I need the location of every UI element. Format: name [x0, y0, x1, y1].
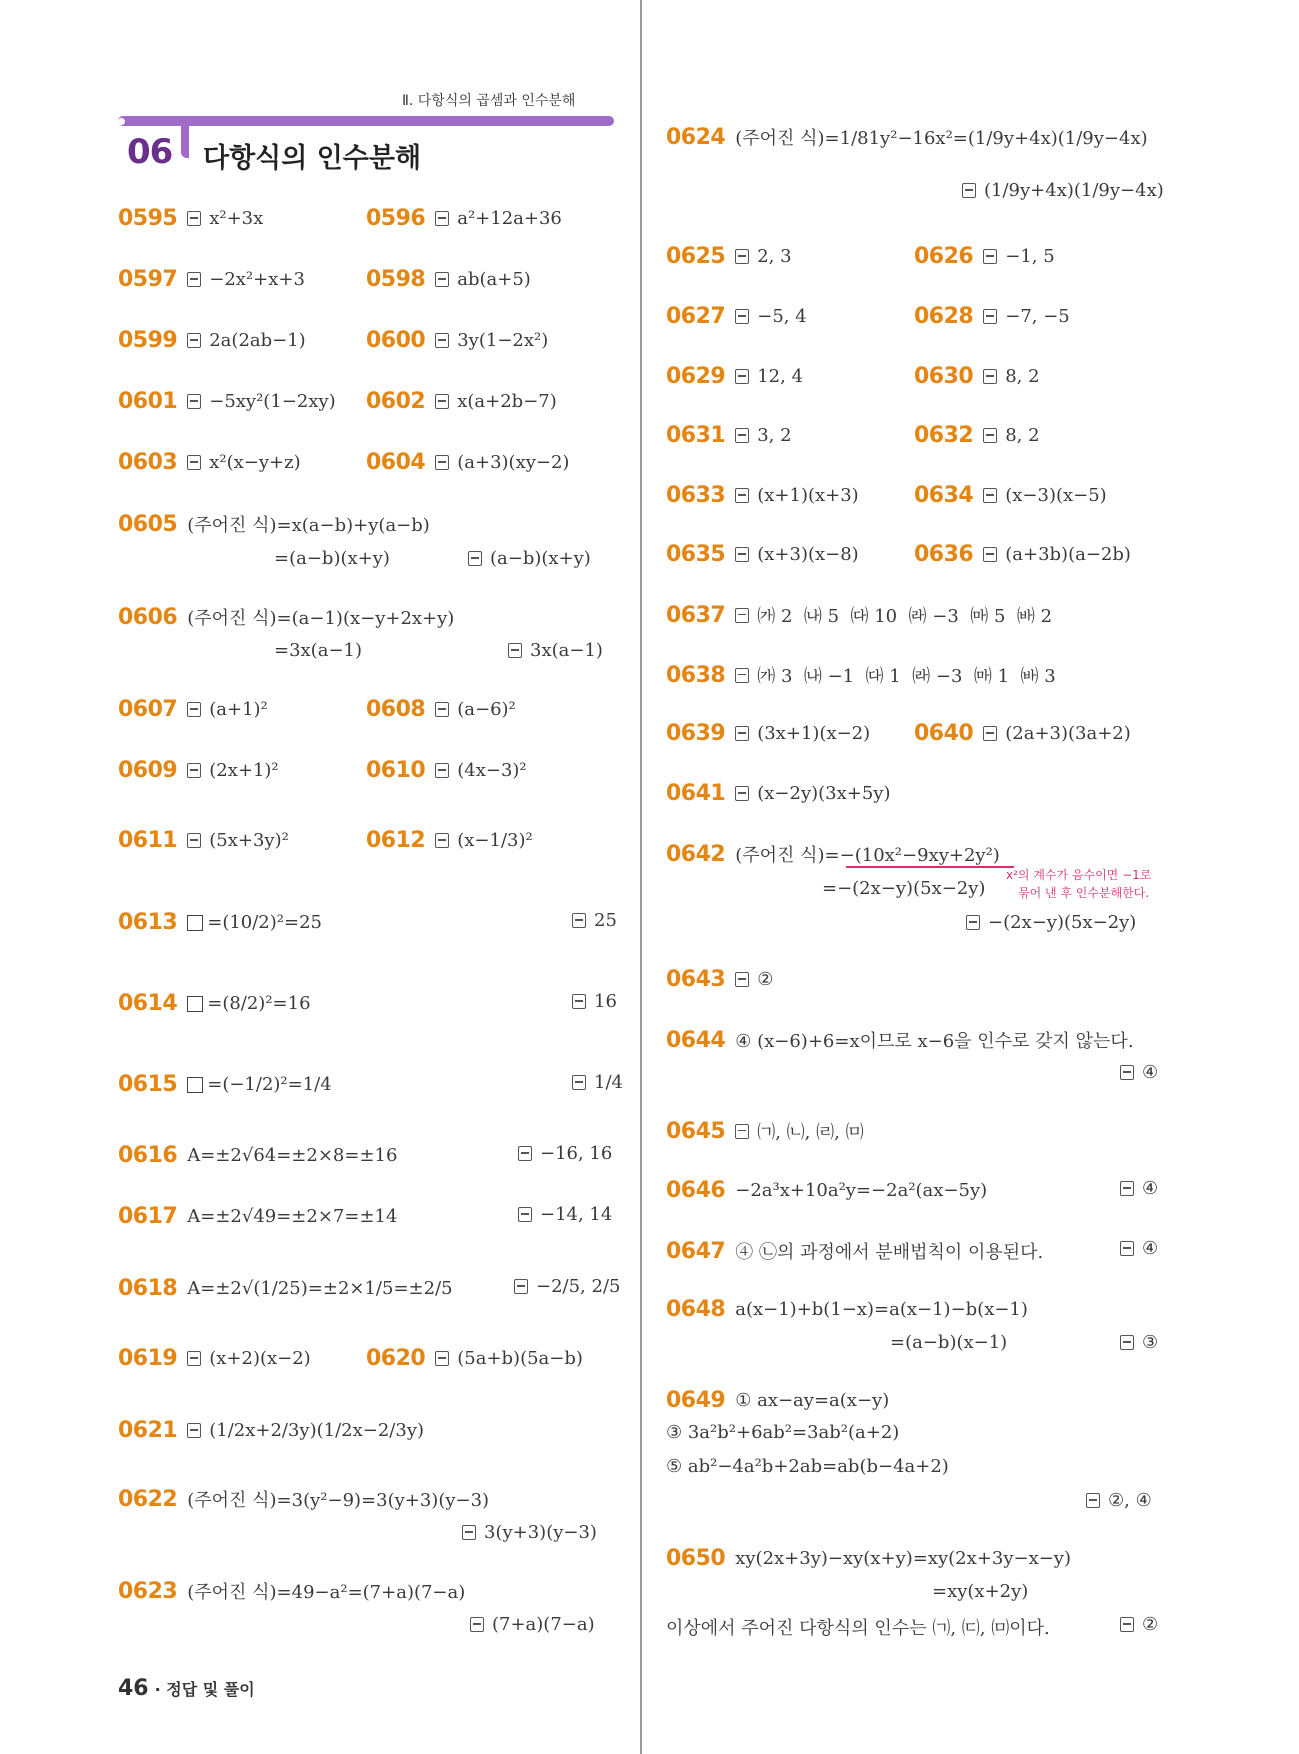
problem-number: 0639	[666, 721, 726, 746]
solution-line: ③ 3a²b²+6ab²=3ab²(a+2)	[666, 1422, 900, 1443]
answer-text: a²+12a+36	[457, 208, 562, 229]
problem-number: 0635	[666, 542, 726, 567]
answer-icon	[735, 428, 749, 443]
problem-number: 0619	[118, 1346, 178, 1371]
answer-text: (x+1)(x+3)	[757, 485, 859, 506]
answer-text: x(a+2b−7)	[457, 391, 557, 412]
answer-icon	[735, 1124, 749, 1139]
answer-0624	[962, 180, 1164, 201]
answer-icon	[735, 668, 749, 683]
answer-text: 3y(1−2x²)	[457, 330, 549, 351]
answer-text: ㈎ 3 ㈏ −1 ㈐ 1 ㈑ −3 ㈒ 1 ㈓ 3	[757, 666, 1056, 687]
answer-icon	[735, 249, 749, 264]
problem-0608	[366, 697, 516, 722]
answer-text: 25	[594, 910, 617, 931]
answer-text: ④	[1142, 1178, 1159, 1199]
problem-0603	[118, 450, 301, 475]
problem-number: 0628	[914, 304, 974, 329]
solution-line: (주어진 식)=(a−1)(x−y+2x+y)	[187, 608, 455, 629]
answer-text: (x+2)(x−2)	[209, 1348, 311, 1369]
problem-0625	[666, 244, 792, 269]
answer-text: 3(y+3)(y−3)	[484, 1522, 597, 1543]
answer-icon	[435, 702, 449, 717]
answer-icon	[435, 763, 449, 778]
problem-number: 0602	[366, 389, 426, 414]
answer-icon	[435, 1351, 449, 1366]
problem-0636	[914, 542, 1131, 567]
highlight-underline	[846, 866, 1014, 868]
problem-0595	[118, 206, 263, 231]
answer-icon	[735, 309, 749, 324]
problem-0607	[118, 697, 268, 722]
problem-number: 0632	[914, 423, 974, 448]
solution-line: a(x−1)+b(1−x)=a(x−1)−b(x−1)	[735, 1299, 1028, 1320]
answer-icon	[966, 915, 980, 930]
answer-icon	[572, 913, 586, 928]
page-number: 46	[118, 1676, 149, 1701]
problem-number: 0641	[666, 781, 726, 806]
answer-text: 1/4	[594, 1072, 623, 1093]
solution-line: ④ ㉡의 과정에서 분배법칙이 이용된다.	[735, 1242, 1044, 1263]
solution-line: =(−1/2)²=1/4	[207, 1074, 332, 1095]
solution-line: (주어진 식)=−(10x²−9xy+2y²)	[735, 845, 1000, 866]
answer-text: −5xy²(1−2xy)	[209, 391, 336, 412]
problem-number: 0611	[118, 828, 178, 853]
problem-0605	[118, 511, 430, 537]
answer-text: −14, 14	[540, 1204, 613, 1225]
problem-number: 0633	[666, 483, 726, 508]
answer-icon	[187, 211, 201, 226]
blank-box-icon	[187, 1077, 203, 1093]
problem-0639	[666, 721, 870, 746]
problem-number: 0608	[366, 697, 426, 722]
answer-icon	[514, 1279, 528, 1294]
problem-number: 0637	[666, 602, 726, 628]
answer-text: −(2x−y)(5x−2y)	[988, 912, 1137, 933]
problem-0597	[118, 267, 305, 292]
margin-note: 묶어 낸 후 인수분해한다.	[1018, 886, 1150, 900]
answer-icon	[735, 488, 749, 503]
problem-number: 0645	[666, 1118, 726, 1144]
answer-text: 3, 2	[757, 425, 792, 446]
answer-icon	[572, 1075, 586, 1090]
answer-0606	[508, 640, 603, 661]
answer-icon	[735, 369, 749, 384]
answer-0647	[1120, 1238, 1158, 1259]
problem-number: 0598	[366, 267, 426, 292]
problem-number: 0622	[118, 1486, 178, 1512]
answer-0616	[518, 1143, 612, 1164]
answer-text: 2, 3	[757, 246, 792, 267]
problem-number: 0606	[118, 604, 178, 630]
answer-text: x²+3x	[209, 208, 264, 229]
answer-text: (a+3b)(a−2b)	[1005, 544, 1131, 565]
problem-number: 0603	[118, 450, 178, 475]
answer-icon	[1120, 1241, 1134, 1256]
answer-text: −1, 5	[1005, 246, 1055, 267]
section-header-tick	[181, 118, 189, 158]
problem-0649	[666, 1388, 889, 1413]
answer-text: (7+a)(7−a)	[492, 1614, 595, 1635]
section-number: 06	[127, 132, 173, 172]
answer-icon	[735, 972, 749, 987]
answer-0649	[1086, 1490, 1152, 1511]
answer-text: (5x+3y)²	[209, 830, 289, 851]
answer-text: ②	[757, 969, 774, 990]
problem-number: 0623	[118, 1578, 178, 1604]
answer-icon	[518, 1207, 532, 1222]
answer-text: (1/9y+4x)(1/9y−4x)	[984, 180, 1164, 201]
problem-number: 0650	[666, 1546, 726, 1571]
problem-number: 0638	[666, 662, 726, 688]
problem-number: 0649	[666, 1388, 726, 1413]
answer-icon	[187, 394, 201, 409]
answer-icon	[1120, 1181, 1134, 1196]
problem-number: 0617	[118, 1204, 178, 1229]
problem-0623	[118, 1578, 465, 1604]
answer-text: 12, 4	[757, 366, 804, 387]
problem-0643	[666, 967, 773, 992]
problem-0646	[666, 1178, 987, 1203]
problem-0598	[366, 267, 531, 292]
answer-text: ④	[1142, 1238, 1159, 1259]
problem-number: 0595	[118, 206, 178, 231]
solution-line: 이상에서 주어진 다항식의 인수는 ㈀, ㈂, ㈄이다.	[666, 1618, 1050, 1639]
problem-number: 0640	[914, 721, 974, 746]
problem-0633	[666, 483, 859, 508]
answer-icon	[435, 455, 449, 470]
problem-number: 0618	[118, 1276, 178, 1301]
answer-0614	[572, 991, 617, 1012]
solution-line: =−(2x−y)(5x−2y)	[822, 878, 986, 899]
problem-number: 0627	[666, 304, 726, 329]
answer-text: (a+3)(xy−2)	[457, 452, 570, 473]
problem-0616	[118, 1143, 397, 1168]
problem-0612	[366, 828, 533, 853]
problem-number: 0629	[666, 364, 726, 389]
answer-0644	[1120, 1062, 1158, 1083]
problem-number: 0648	[666, 1297, 726, 1322]
answer-icon	[572, 994, 586, 1009]
answer-text: −2x²+x+3	[209, 269, 305, 290]
problem-number: 0625	[666, 244, 726, 269]
problem-number: 0597	[118, 267, 178, 292]
answer-text: (x−2y)(3x+5y)	[757, 783, 891, 804]
answer-text: x²(x−y+z)	[209, 452, 301, 473]
problem-0631	[666, 423, 792, 448]
answer-text: 3x(a−1)	[530, 640, 603, 661]
problem-number: 0614	[118, 991, 178, 1016]
answer-0605	[468, 548, 591, 569]
blank-box-icon	[187, 996, 203, 1012]
solution-line: =(10/2)²=25	[207, 912, 322, 933]
problem-0617	[118, 1204, 397, 1229]
problem-number: 0647	[666, 1238, 726, 1264]
problem-0637	[666, 602, 1052, 628]
answer-text: −5, 4	[757, 306, 807, 327]
answer-0650	[1120, 1614, 1158, 1635]
answer-icon	[735, 726, 749, 741]
problem-0609	[118, 758, 279, 783]
answer-text: (x−3)(x−5)	[1005, 485, 1107, 506]
problem-number: 0612	[366, 828, 426, 853]
problem-0640	[914, 721, 1131, 746]
problem-0626	[914, 244, 1055, 269]
problem-0621	[118, 1418, 424, 1443]
answer-text: (a−b)(x+y)	[490, 548, 591, 569]
problem-number: 0613	[118, 910, 178, 935]
problem-0627	[666, 304, 807, 329]
section-band-dot	[118, 118, 125, 125]
problem-0629	[666, 364, 803, 389]
problem-0622	[118, 1486, 489, 1512]
problem-0642	[666, 841, 1000, 867]
answer-icon	[187, 455, 201, 470]
answer-icon	[735, 608, 749, 623]
answer-icon	[435, 394, 449, 409]
answer-icon	[1086, 1493, 1100, 1508]
solution-line: A=±2√49=±2×7=±14	[187, 1206, 398, 1227]
section-header-band	[118, 116, 614, 126]
answer-icon	[187, 333, 201, 348]
problem-0630	[914, 364, 1040, 389]
problem-number: 0605	[118, 511, 178, 537]
problem-number: 0634	[914, 483, 974, 508]
problem-number: 0646	[666, 1178, 726, 1203]
answer-text: ㈀, ㈁, ㈃, ㈄	[757, 1122, 864, 1143]
answer-text: −16, 16	[540, 1143, 613, 1164]
problem-number: 0620	[366, 1346, 426, 1371]
problem-number: 0615	[118, 1072, 178, 1097]
problem-number: 0626	[914, 244, 974, 269]
answer-icon	[518, 1146, 532, 1161]
problem-0599	[118, 328, 306, 353]
answer-icon	[187, 702, 201, 717]
solution-line: =xy(x+2y)	[932, 1581, 1029, 1602]
problem-number: 0636	[914, 542, 974, 567]
answer-icon	[1120, 1065, 1134, 1080]
answer-0618	[514, 1276, 620, 1297]
solution-line: ④ (x−6)+6=x이므로 x−6을 인수로 갖지 않는다.	[735, 1031, 1134, 1052]
chapter-title: Ⅱ. 다항식의 곱셈과 인수분해	[402, 93, 576, 109]
answer-icon	[187, 1351, 201, 1366]
problem-number: 0616	[118, 1143, 178, 1168]
problem-0620	[366, 1346, 583, 1371]
answer-icon	[187, 833, 201, 848]
problem-number: 0596	[366, 206, 426, 231]
answer-text: (a+1)²	[209, 699, 268, 720]
answer-icon	[735, 547, 749, 562]
solution-line: A=±2√(1/25)=±2×1/5=±2/5	[187, 1278, 453, 1299]
answer-0615	[572, 1072, 623, 1093]
problem-0648	[666, 1297, 1028, 1322]
problem-0610	[366, 758, 527, 783]
solution-line: =(8/2)²=16	[207, 993, 311, 1014]
answer-0646	[1120, 1178, 1158, 1199]
problem-0619	[118, 1346, 311, 1371]
column-divider	[640, 0, 642, 1754]
answer-icon	[187, 1423, 201, 1438]
problem-0644	[666, 1027, 1134, 1053]
answer-text: (4x−3)²	[457, 760, 527, 781]
problem-0632	[914, 423, 1040, 448]
answer-text: (x+3)(x−8)	[757, 544, 859, 565]
problem-number: 0604	[366, 450, 426, 475]
solution-line: xy(2x+3y)−xy(x+y)=xy(2x+3y−x−y)	[735, 1548, 1071, 1569]
answer-text: 2a(2ab−1)	[209, 330, 306, 351]
answer-text: ②	[1142, 1614, 1159, 1635]
answer-icon	[983, 309, 997, 324]
answer-text: ab(a+5)	[457, 269, 531, 290]
problem-number: 0643	[666, 967, 726, 992]
problem-0638	[666, 662, 1056, 688]
answer-icon	[962, 183, 976, 198]
answer-text: ④	[1142, 1062, 1159, 1083]
answer-text: (x−1/3)²	[457, 830, 533, 851]
answer-icon	[435, 211, 449, 226]
problem-number: 0601	[118, 389, 178, 414]
section-title: 다항식의 인수분해	[203, 143, 422, 174]
problem-0628	[914, 304, 1070, 329]
problem-0615	[118, 1072, 332, 1097]
answer-text: ②, ④	[1108, 1490, 1152, 1511]
answer-icon	[187, 763, 201, 778]
problem-0602	[366, 389, 557, 414]
blank-box-icon	[187, 915, 203, 931]
answer-text: 16	[594, 991, 617, 1012]
problem-0650	[666, 1546, 1071, 1571]
answer-icon	[435, 272, 449, 287]
problem-0624	[666, 124, 1148, 150]
answer-text: 8, 2	[1005, 425, 1040, 446]
solution-line: (주어진 식)=3(y²−9)=3(y+3)(y−3)	[187, 1490, 490, 1511]
answer-icon	[435, 333, 449, 348]
problem-number: 0609	[118, 758, 178, 783]
problem-0613	[118, 910, 322, 935]
problem-0634	[914, 483, 1107, 508]
answer-icon	[187, 272, 201, 287]
solution-line: =3x(a−1)	[274, 640, 362, 661]
problem-number: 0610	[366, 758, 426, 783]
answer-icon	[468, 551, 482, 566]
solution-line: =(a−b)(x−1)	[890, 1332, 1008, 1353]
problem-0618	[118, 1276, 453, 1301]
answer-text: −7, −5	[1005, 306, 1070, 327]
answer-text: (5a+b)(5a−b)	[457, 1348, 583, 1369]
solution-line: −2a³x+10a²y=−2a²(ax−5y)	[735, 1180, 988, 1201]
problem-0614	[118, 991, 311, 1016]
answer-text: (1/2x+2/3y)(1/2x−2/3y)	[209, 1420, 425, 1441]
answer-icon	[470, 1617, 484, 1632]
solution-line: =(a−b)(x+y)	[274, 548, 390, 569]
solution-line: (주어진 식)=49−a²=(7+a)(7−a)	[187, 1582, 466, 1603]
solution-line: ① ax−ay=a(x−y)	[735, 1390, 890, 1411]
problem-number: 0624	[666, 124, 726, 150]
answer-0622	[462, 1522, 597, 1543]
problem-number: 0631	[666, 423, 726, 448]
answer-text: (3x+1)(x−2)	[757, 723, 871, 744]
problem-number: 0621	[118, 1418, 178, 1443]
answer-text: ㈎ 2 ㈏ 5 ㈐ 10 ㈑ −3 ㈒ 5 ㈓ 2	[757, 606, 1053, 627]
answer-0613	[572, 910, 617, 931]
problem-0611	[118, 828, 289, 853]
answer-0617	[518, 1204, 612, 1225]
answer-icon	[435, 833, 449, 848]
answer-icon	[983, 428, 997, 443]
answer-icon	[983, 488, 997, 503]
answer-icon	[983, 726, 997, 741]
answer-0623	[470, 1614, 595, 1635]
answer-0648	[1120, 1332, 1158, 1353]
answer-text: 8, 2	[1005, 366, 1040, 387]
problem-0606	[118, 604, 454, 630]
solution-line: ⑤ ab²−4a²b+2ab=ab(b−4a+2)	[666, 1456, 949, 1477]
problem-number: 0642	[666, 841, 726, 867]
answer-icon	[983, 369, 997, 384]
solution-line: A=±2√64=±2×8=±16	[187, 1145, 398, 1166]
footer-label: · 정답 및 풀이	[154, 1680, 255, 1699]
problem-number: 0600	[366, 328, 426, 353]
answer-icon	[983, 249, 997, 264]
answer-text: (2x+1)²	[209, 760, 279, 781]
answer-icon	[1120, 1335, 1134, 1350]
problem-number: 0630	[914, 364, 974, 389]
problem-0596	[366, 206, 562, 231]
answer-icon	[735, 786, 749, 801]
problem-0601	[118, 389, 336, 414]
margin-note: x²의 계수가 음수이면 −1로	[1006, 868, 1152, 882]
problem-0604	[366, 450, 569, 475]
problem-0600	[366, 328, 548, 353]
answer-icon	[508, 643, 522, 658]
problem-number: 0599	[118, 328, 178, 353]
answer-0642	[966, 912, 1136, 933]
problem-0645	[666, 1118, 864, 1144]
solution-line: (주어진 식)=1/81y²−16x²=(1/9y+4x)(1/9y−4x)	[735, 128, 1148, 149]
solution-line: (주어진 식)=x(a−b)+y(a−b)	[187, 515, 430, 536]
problem-0647	[666, 1238, 1043, 1264]
answer-icon	[983, 547, 997, 562]
answer-icon	[1120, 1617, 1134, 1632]
page-footer	[118, 1676, 255, 1701]
problem-0641	[666, 781, 891, 806]
answer-text: (a−6)²	[457, 699, 516, 720]
answer-text: (2a+3)(3a+2)	[1005, 723, 1131, 744]
answer-icon	[462, 1525, 476, 1540]
problem-number: 0644	[666, 1027, 726, 1053]
problem-number: 0607	[118, 697, 178, 722]
answer-text: −2/5, 2/5	[536, 1276, 621, 1297]
answer-text: ③	[1142, 1332, 1159, 1353]
problem-0635	[666, 542, 859, 567]
